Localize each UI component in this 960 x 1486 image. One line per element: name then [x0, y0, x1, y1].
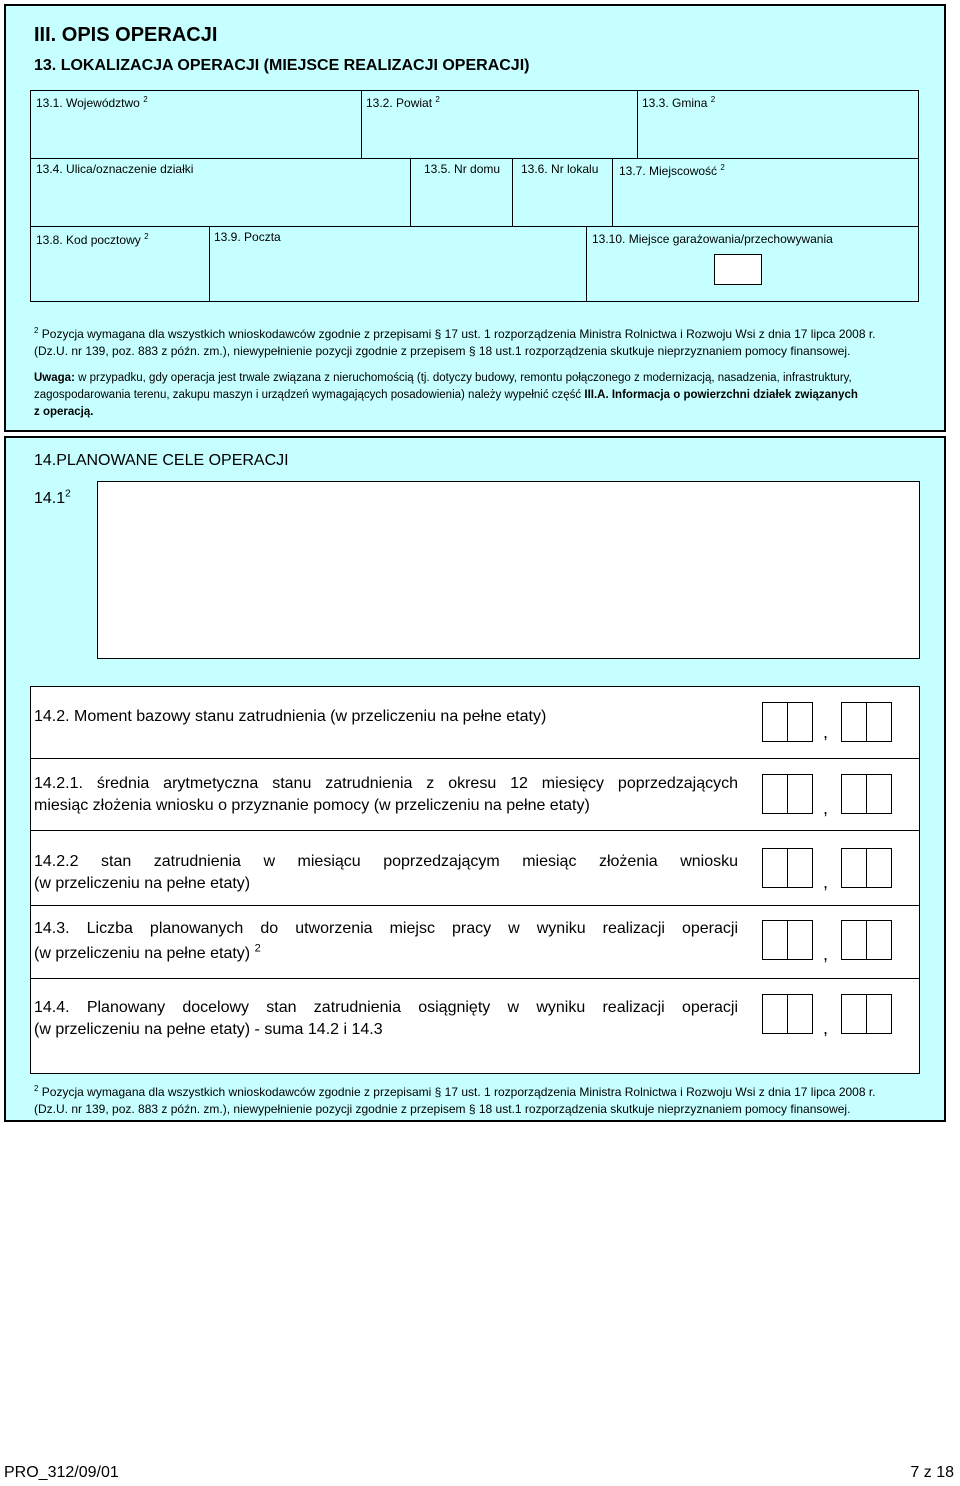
section-14-title: 14.PLANOWANE CELE OPERACJI [34, 452, 289, 469]
label-13-1: 13.1. Województwo $^2$ [36, 95, 148, 110]
digit-14-4-int-2[interactable] [787, 994, 813, 1034]
footnote-13: $^2$ Pozycja wymagana dla wszystkich wnioskodawców zgodnie z przepisami § 17 ust. 1 rozporządzenia Ministra Rolnictwa i Rozwoju Wsi z dnia 17 lipca 2008 r. (Dz.U. nr 139, poz. 883 z późn. zm.), niewypełnienie pozycji zgodnie z przepisem § 18 ust.1 rozporządzenia skutkuje nieprzyznaniem pomocy finansowej. [34, 326, 876, 358]
digit-14-2-1-int-1[interactable] [762, 774, 788, 814]
digit-14-3-dec-1[interactable] [841, 920, 867, 960]
digit-14-2-1-dec-2[interactable] [866, 774, 892, 814]
digit-14-2-int-2[interactable] [787, 702, 813, 742]
digit-14-3-dec-2[interactable] [866, 920, 892, 960]
digit-14-4-dec-1[interactable] [841, 994, 867, 1034]
label-13-3: 13.3. Gmina $^2$ [642, 95, 716, 110]
field-14-1-cele[interactable] [97, 481, 920, 659]
digit-14-2-2-dec-1[interactable] [841, 848, 867, 888]
label-13-9: 13.9. Poczta [214, 230, 281, 244]
label-13-10: 13.10. Miejsce garażowania/przechowywania [592, 232, 833, 246]
label-13-4: 13.4. Ulica/oznaczenie działki [36, 162, 194, 176]
comma-14-2-1: , [823, 798, 829, 818]
label-14-2-1-line2: miesiąc złożenia wniosku o przyznanie pomocy (w przeliczeniu na pełne etaty) [34, 797, 590, 814]
label-14-2-1-line1: 14.2.1. średnia arytmetyczna stanu zatrudnienia z okresu 12 miesięcy poprzedzających [34, 775, 738, 792]
label-13-8: 13.8. Kod pocztowy $^2$ [36, 232, 149, 247]
page-number: 7 z 18 [910, 1464, 954, 1481]
digit-14-4-int-1[interactable] [762, 994, 788, 1034]
label-13-7: 13.7. Miejscowość $^2$ [619, 163, 725, 178]
digit-14-2-int-1[interactable] [762, 702, 788, 742]
label-14-2-2-line1: 14.2.2 stan zatrudnienia w miesiącu poprzedzającym miesiąc złożenia wniosku [34, 853, 738, 870]
label-14-4-line2: (w przeliczeniu na pełne etaty) - suma 14.2 i 14.3 [34, 1021, 383, 1038]
digit-14-3-int-1[interactable] [762, 920, 788, 960]
uwaga-note: Uwaga: w przypadku, gdy operacja jest trwale związana z nieruchomością (tj. dotyczy budowy, remontu połączonego z modernizacją, nasadzenia, infrastruktury, zagospodarowania terenu, zakupu maszyn i urządzeń wymagających posadowienia) należy wypełnić część III.A. Informacja o powierzchni działek związanych z operacją. [34, 372, 858, 418]
digit-14-2-2-int-1[interactable] [762, 848, 788, 888]
label-14-4-line1: 14.4. Planowany docelowy stan zatrudnienia osiągnięty w wyniku realizacji operacji [34, 999, 738, 1016]
label-14-3-line1: 14.3. Liczba planowanych do utworzenia miejsc pracy w wyniku realizacji operacji [34, 920, 738, 937]
digit-14-2-dec-2[interactable] [866, 702, 892, 742]
form-code: PRO_312/09/01 [4, 1464, 119, 1481]
digit-14-4-dec-2[interactable] [866, 994, 892, 1034]
comma-14-2-2: , [823, 872, 829, 892]
label-14-3-line2: (w przeliczeniu na pełne etaty) $^2$ [34, 942, 261, 962]
label-14-1: 14.1$^2$ [34, 488, 71, 507]
label-13-6: 13.6. Nr lokalu [521, 162, 599, 176]
label-14-2: 14.2. Moment bazowy stanu zatrudnienia (w przeliczeniu na pełne etaty) [34, 708, 547, 725]
section-title: III. OPIS OPERACJI [34, 24, 218, 46]
comma-14-4: , [823, 1018, 829, 1038]
digit-14-3-int-2[interactable] [787, 920, 813, 960]
comma-14-2: , [823, 722, 829, 742]
digit-14-2-1-dec-1[interactable] [841, 774, 867, 814]
digit-14-2-dec-1[interactable] [841, 702, 867, 742]
label-13-2: 13.2. Powiat $^2$ [366, 95, 440, 110]
label-14-2-2-line2: (w przeliczeniu na pełne etaty) [34, 875, 251, 892]
comma-14-3: , [823, 944, 829, 964]
digit-14-2-1-int-2[interactable] [787, 774, 813, 814]
checkbox-garazowanie[interactable] [714, 254, 762, 285]
digit-14-2-2-int-2[interactable] [787, 848, 813, 888]
footnote-14: $^2$ Pozycja wymagana dla wszystkich wnioskodawców zgodnie z przepisami § 17 ust. 1 rozporządzenia Ministra Rolnictwa i Rozwoju Wsi z dnia 17 lipca 2008 r. (Dz.U. nr 139, poz. 883 z późn. zm.), niewypełnienie pozycji zgodnie z przepisem § 18 ust.1 rozporządzenia skutkuje nieprzyznaniem pomocy finansowej. [34, 1084, 876, 1116]
label-13-5: 13.5. Nr domu [424, 162, 501, 176]
section-13-title: 13. LOKALIZACJA OPERACJI (MIEJSCE REALIZACJI OPERACJI) [34, 57, 530, 74]
digit-14-2-2-dec-2[interactable] [866, 848, 892, 888]
